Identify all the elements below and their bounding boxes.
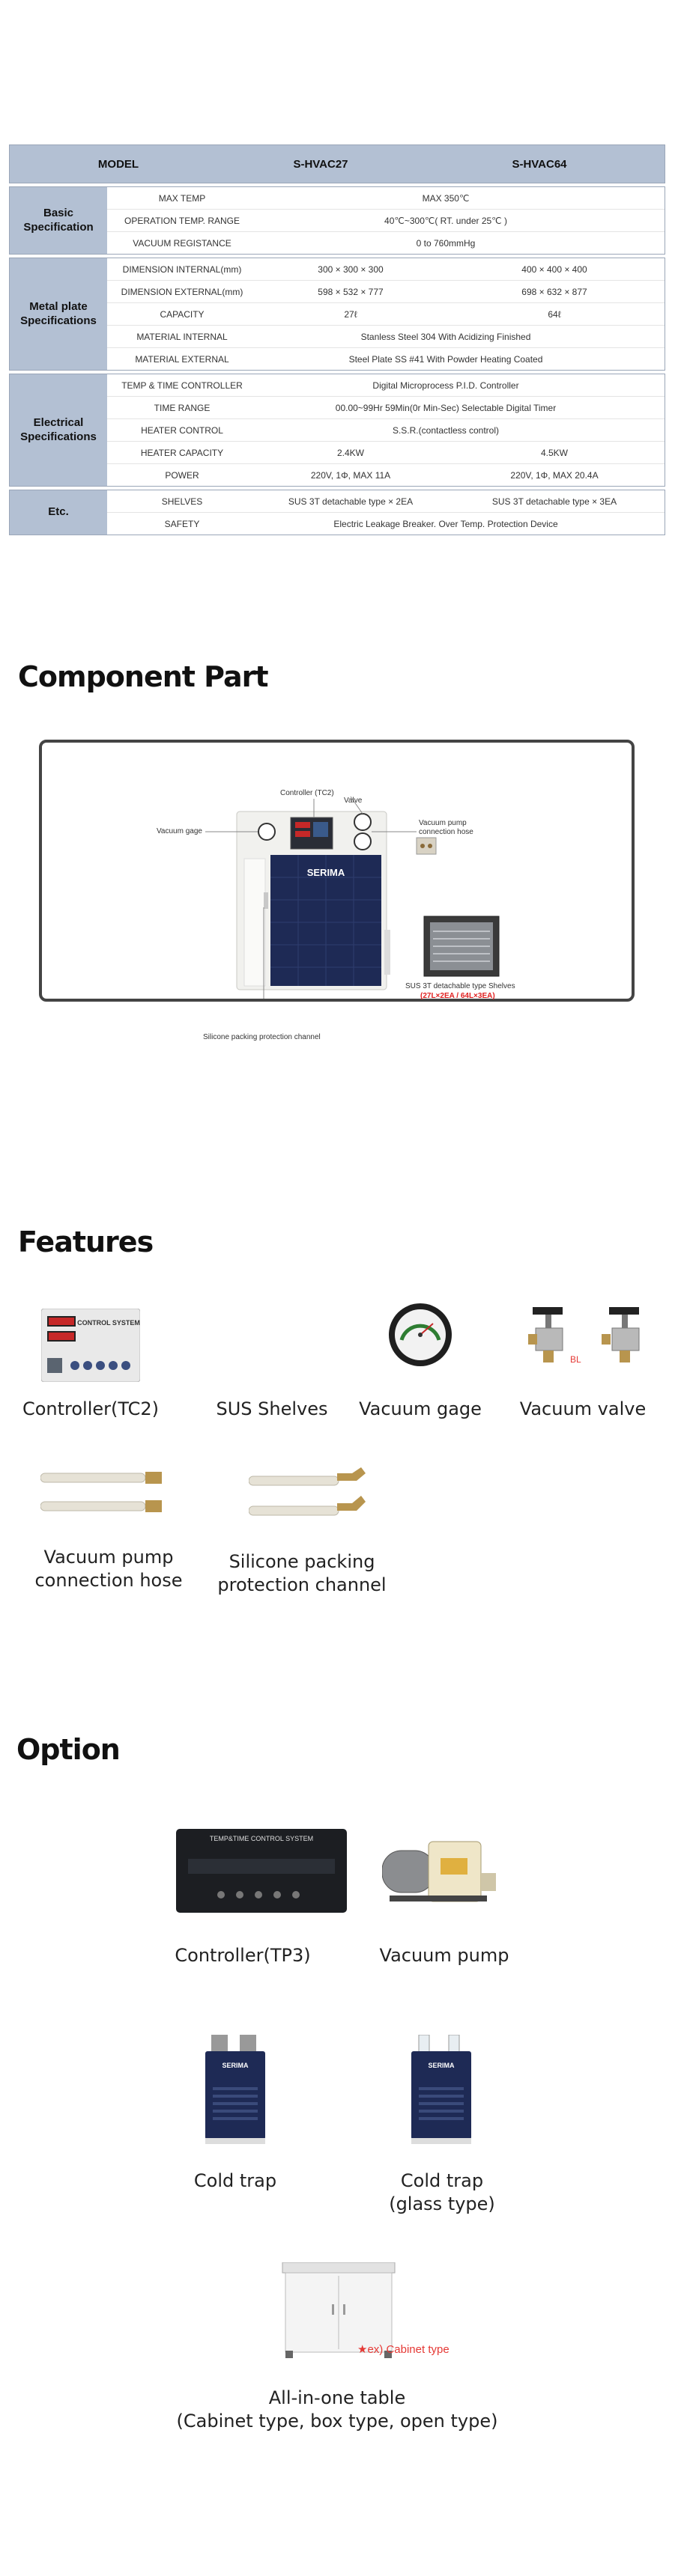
spec-row bbox=[107, 397, 665, 419]
feature-caption-silicone: Silicone packing protection channel bbox=[217, 1551, 387, 1595]
control-system-text: CONTROL SYSTEM bbox=[77, 1319, 140, 1327]
spec-row bbox=[107, 232, 665, 254]
feature-gage-image bbox=[387, 1301, 454, 1368]
coldtrap-glass-brand-text: SERIMA bbox=[428, 2062, 455, 2069]
callout-valve: Valve bbox=[344, 797, 363, 805]
spec-table bbox=[9, 144, 665, 535]
spec-row-value-s-hvac27: SUS 3T detachable type × 2EA bbox=[288, 496, 414, 507]
spec-row-label: DIMENSION INTERNAL(mm) bbox=[122, 264, 242, 275]
spec-group bbox=[9, 186, 665, 255]
spec-row-value-s-hvac27: 27ℓ bbox=[344, 308, 357, 320]
callout-shelves: SUS 3T detachable type Shelves bbox=[405, 982, 515, 990]
spec-group bbox=[9, 258, 665, 371]
spec-row-value-s-hvac64: 220V, 1Φ, MAX 20.4A bbox=[510, 469, 599, 481]
spec-groups bbox=[9, 186, 665, 535]
spec-group-label: Metal plate Specifications bbox=[10, 258, 107, 370]
spec-row-value-s-hvac64: 400 × 400 × 400 bbox=[521, 264, 587, 275]
feature-caption-valve: Vacuum valve bbox=[519, 1398, 647, 1419]
spec-row-label: MATERIAL INTERNAL bbox=[136, 331, 228, 342]
feature-caption-gage: Vacuum gage bbox=[359, 1398, 482, 1419]
callout-silicone: Silicone packing protection channel bbox=[203, 1033, 321, 1041]
section-title-component: Component Part bbox=[18, 660, 268, 693]
spec-group-label: Basic Specification bbox=[10, 187, 107, 254]
option-coldtrap-glass-image bbox=[408, 2035, 476, 2147]
spec-row-value: Digital Microprocess P.I.D. Controller bbox=[372, 380, 519, 391]
spec-row-value: 00.00~99Hr 59Min(0r Min-Sec) Selectable Digital Timer bbox=[335, 402, 557, 413]
callout-vacuum-gage: Vacuum gage bbox=[157, 827, 202, 835]
spec-row-label: MAX TEMP bbox=[158, 192, 206, 204]
header-col1: S-HVAC27 bbox=[293, 157, 348, 171]
feature-hose-image bbox=[40, 1467, 183, 1520]
option-caption-table: All-in-one table (Cabinet type, box type, open type) bbox=[176, 2387, 498, 2432]
spec-row-label: TIME RANGE bbox=[154, 402, 211, 413]
spec-row-value-s-hvac64: 64ℓ bbox=[548, 308, 561, 320]
spec-row bbox=[107, 348, 665, 370]
spec-row-value-s-hvac27: 598 × 532 × 777 bbox=[318, 286, 384, 297]
spec-row bbox=[107, 303, 665, 326]
feature-controller-image bbox=[41, 1309, 140, 1382]
spec-row bbox=[107, 419, 665, 442]
spec-group-rows bbox=[107, 187, 665, 254]
component-illustration bbox=[42, 743, 632, 999]
spec-row bbox=[107, 464, 665, 486]
callout-controller: Controller (TC2) bbox=[280, 789, 334, 797]
spec-row-value: MAX 350℃ bbox=[422, 192, 470, 204]
spec-row-value: Steel Plate SS #41 With Powder Heating Coated bbox=[348, 353, 543, 365]
spec-group-label: Etc. bbox=[10, 490, 107, 535]
callout-pump-hose: Vacuum pump connection hose bbox=[419, 819, 473, 836]
tp3-title-text: TEMP&TIME CONTROL SYSTEM bbox=[209, 1835, 314, 1842]
spec-row-label: CAPACITY bbox=[160, 308, 205, 320]
spec-row-label: HEATER CAPACITY bbox=[140, 447, 224, 458]
option-caption-controller: Controller(TP3) bbox=[175, 1945, 311, 1966]
option-controller-image bbox=[176, 1829, 347, 1913]
spec-row-label: POWER bbox=[165, 469, 199, 481]
spec-group-rows bbox=[107, 374, 665, 486]
spec-row-value-s-hvac27: 300 × 300 × 300 bbox=[318, 264, 384, 275]
spec-row-value-s-hvac64: 4.5KW bbox=[540, 447, 568, 458]
spec-row bbox=[107, 374, 665, 397]
section-title-option: Option bbox=[16, 1733, 120, 1766]
spec-row-label: OPERATION TEMP. RANGE bbox=[124, 215, 240, 226]
spec-row-value-s-hvac64: SUS 3T detachable type × 3EA bbox=[491, 496, 617, 507]
component-diagram bbox=[39, 740, 635, 1041]
spec-row bbox=[107, 281, 665, 303]
feature-caption-shelves: SUS Shelves bbox=[216, 1398, 328, 1419]
spec-header bbox=[9, 144, 665, 183]
spec-row bbox=[107, 187, 665, 210]
spec-row-label: HEATER CONTROL bbox=[141, 424, 223, 436]
option-caption-coldtrap-glass: Cold trap (glass type) bbox=[389, 2170, 495, 2214]
section-title-features: Features bbox=[18, 1225, 154, 1258]
option-coldtrap-image bbox=[202, 2035, 270, 2147]
spec-row-value: Electric Leakage Breaker. Over Temp. Protection Device bbox=[333, 518, 558, 529]
spec-group bbox=[9, 490, 665, 535]
spec-row-value-s-hvac27: 2.4KW bbox=[336, 447, 364, 458]
spec-row bbox=[107, 442, 665, 464]
header-col2: S-HVAC64 bbox=[512, 157, 567, 171]
spec-row-label: SAFETY bbox=[164, 518, 200, 529]
feature-caption-controller: Controller(TC2) bbox=[22, 1398, 160, 1419]
spec-row-value-s-hvac64: 698 × 632 × 877 bbox=[521, 286, 587, 297]
spec-row-value-s-hvac27: 220V, 1Φ, MAX 11A bbox=[310, 469, 391, 481]
spec-row-value: 40℃~300℃( RT. under 25℃ ) bbox=[384, 215, 507, 226]
spec-row-value: S.S.R.(contactless control) bbox=[392, 424, 500, 436]
option-caption-coldtrap: Cold trap bbox=[193, 2170, 277, 2191]
oven-brand-text: SERIMA bbox=[306, 867, 345, 878]
spec-row bbox=[107, 210, 665, 232]
option-caption-pump: Vacuum pump bbox=[379, 1945, 509, 1966]
spec-group-rows bbox=[107, 490, 665, 535]
feature-silicone-image bbox=[249, 1467, 369, 1527]
spec-group-label: Electrical Specifications bbox=[10, 374, 107, 486]
cabinet-note: ★ex) Cabinet type bbox=[357, 2343, 450, 2356]
spec-row-label: TEMP & TIME CONTROLLER bbox=[121, 380, 243, 391]
callout-shelves-qty: (27L×2EA / 64L×3EA) bbox=[420, 992, 495, 1000]
spec-row-value: 0 to 760mmHg bbox=[416, 237, 476, 249]
feature-valve-image bbox=[527, 1301, 647, 1376]
spec-row-label: MATERIAL EXTERNAL bbox=[135, 353, 229, 365]
valve-tag-text: BL bbox=[570, 1354, 581, 1365]
spec-row-value: Stanless Steel 304 With Acidizing Finished bbox=[360, 331, 531, 342]
spec-row bbox=[107, 490, 665, 513]
spec-row-label: VACUUM REGISTANCE bbox=[133, 237, 231, 249]
coldtrap-brand-text: SERIMA bbox=[222, 2062, 249, 2069]
spec-row-label: DIMENSION EXTERNAL(mm) bbox=[121, 286, 243, 297]
spec-row bbox=[107, 513, 665, 535]
spec-group-rows bbox=[107, 258, 665, 370]
spec-row bbox=[107, 326, 665, 348]
option-pump-image bbox=[382, 1828, 502, 1910]
header-model: MODEL bbox=[97, 157, 139, 171]
feature-caption-hose: Vacuum pump connection hose bbox=[34, 1547, 183, 1591]
spec-row-label: SHELVES bbox=[161, 496, 203, 507]
spec-row bbox=[107, 258, 665, 281]
spec-group bbox=[9, 374, 665, 487]
